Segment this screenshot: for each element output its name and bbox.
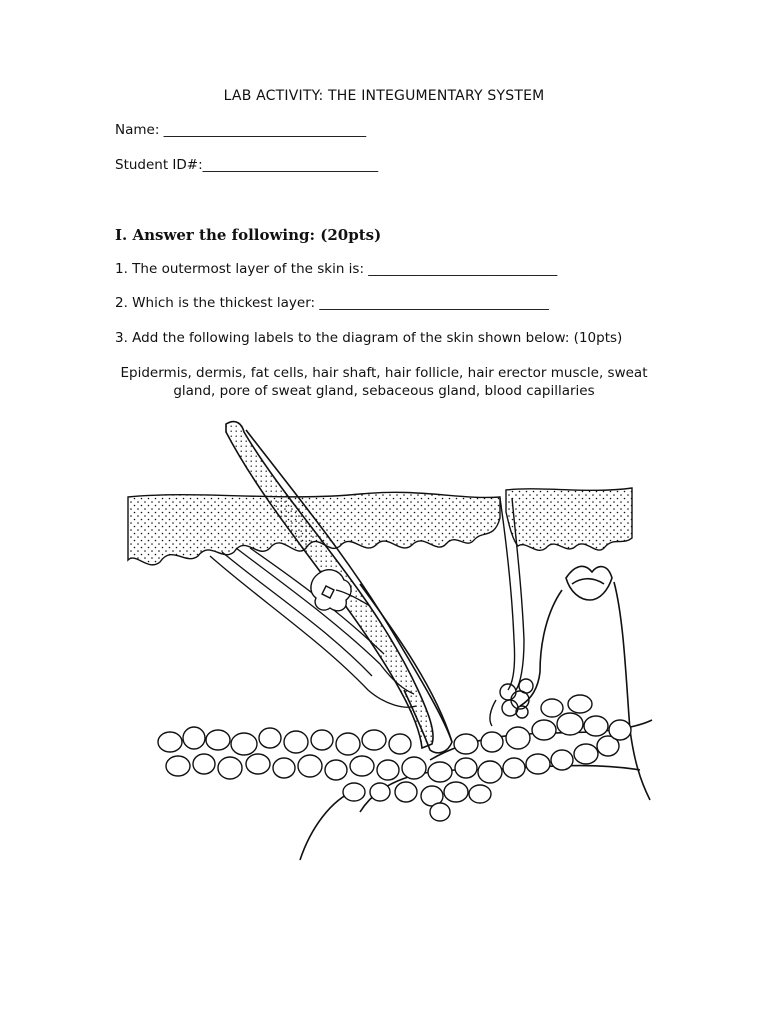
question-2[interactable]: 2. Which is the thickest layer: __________________________________ xyxy=(115,295,549,311)
hair-erector-muscle xyxy=(210,548,416,707)
section-heading: I. Answer the following: (20pts) xyxy=(115,226,382,244)
worksheet-title: LAB ACTIVITY: THE INTEGUMENTARY SYSTEM xyxy=(223,88,545,104)
fat-cells xyxy=(158,695,631,821)
question-1[interactable]: 1. The outermost layer of the skin is: ____________________________ xyxy=(115,261,558,277)
label-list: Epidermis, dermis, fat cells, hair shaft, hair follicle, hair erector muscle, sweat gland, pore of sweat gland, sebaceous gland, blood capillaries xyxy=(120,365,648,399)
question-3: 3. Add the following labels to the diagram of the skin shown below: (10pts) xyxy=(115,330,623,346)
epidermis xyxy=(128,488,632,565)
student-id-field[interactable]: Student ID#:__________________________ xyxy=(115,157,379,173)
skin-diagram xyxy=(0,400,768,870)
name-field[interactable]: Name: ______________________________ xyxy=(115,122,367,138)
